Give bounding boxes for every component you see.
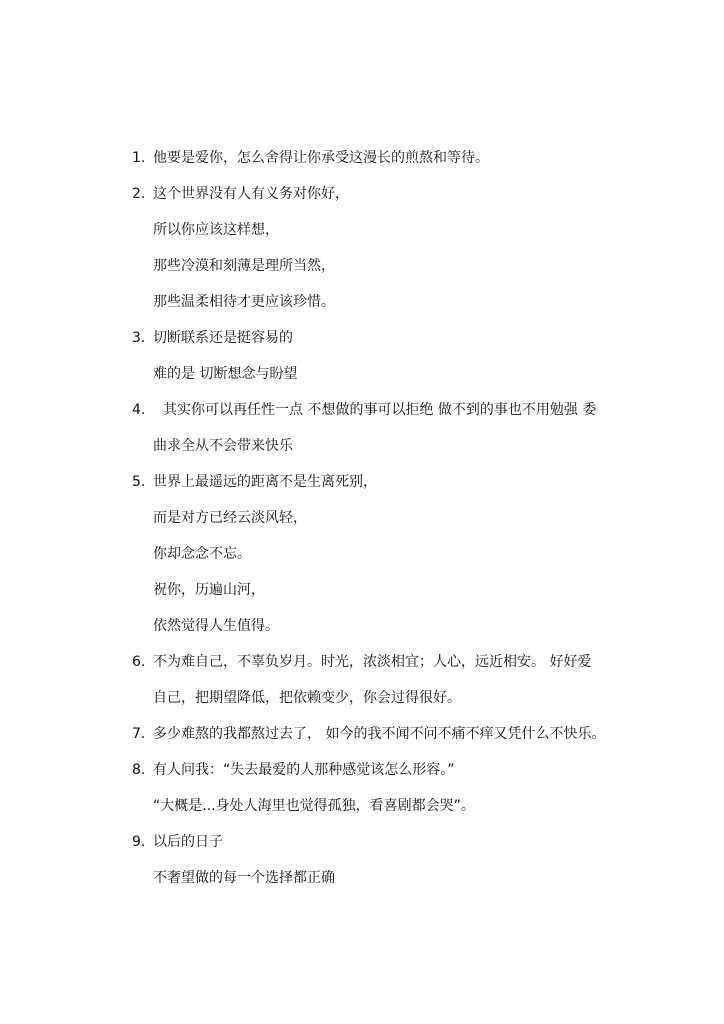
list-item-6 [132, 644, 632, 716]
list-item-3 [132, 320, 632, 392]
item-text [153, 752, 632, 824]
text-line: 其实你可以再任性一点 不想做的事可以拒绝 做不到的事也不用勉强 委 [163, 402, 597, 418]
text-line: 这个世界没有人有义务对你好， [153, 186, 349, 202]
item-number: 9. [132, 834, 146, 850]
text-line: 以后的日子 [153, 834, 223, 850]
text-line: 你却念念不忘。 [153, 546, 251, 562]
item-number: 6. [132, 654, 146, 670]
text-line: 自己，把期望降低，把依赖变少，你会过得很好。 [153, 690, 461, 706]
text-line: 不奢望做的每一个选择都正确 [153, 870, 335, 886]
list-item-1 [132, 140, 632, 176]
item-text [153, 320, 632, 392]
text-line: 而是对方已经云淡风轻， [153, 510, 307, 526]
item-number: 5. [132, 474, 146, 490]
item-number: 2. [132, 186, 146, 202]
item-text [153, 824, 632, 896]
quote-list [132, 140, 632, 896]
item-number: 4. [132, 402, 146, 418]
list-item-4 [132, 392, 632, 464]
text-line: 有人问我：“失去最爱的人那种感觉该怎么形容。” [153, 762, 455, 778]
text-line: 他要是爱你，怎么舍得让你承受这漫长的煎熬和等待。 [153, 150, 489, 166]
text-line: 那些冷漠和刻薄是理所当然， [153, 258, 335, 274]
item-text [153, 176, 632, 320]
text-line: 曲求全从不会带来快乐 [153, 438, 293, 454]
item-text [153, 140, 632, 176]
item-text [153, 464, 632, 644]
item-text [153, 644, 632, 716]
list-item-2 [132, 176, 632, 320]
text-line: 多少难熬的我都熬过去了， 如今的我不闻不问不痛不痒又凭什么不快乐。 [153, 726, 606, 742]
item-number: 1. [132, 150, 146, 166]
text-line: 难的是 切断想念与盼望 [153, 366, 298, 382]
list-item-7 [132, 716, 632, 752]
item-number: 7. [132, 726, 146, 742]
item-number: 3. [132, 330, 146, 346]
list-item-8 [132, 752, 632, 824]
text-line: 世界上最遥远的距离不是生离死别， [153, 474, 377, 490]
text-line: 不为难自己，不辜负岁月。时光，浓淡相宜；人心，远近相安。 好好爱 [153, 654, 592, 670]
text-line: 依然觉得人生值得。 [153, 618, 279, 634]
text-line: 切断联系还是挺容易的 [153, 330, 293, 346]
text-line: 那些温柔相待才更应该珍惜。 [153, 294, 335, 310]
list-item-5 [132, 464, 632, 644]
text-line: 祝你，历遍山河， [153, 582, 265, 598]
item-text [153, 392, 632, 464]
text-line: 所以你应该这样想， [153, 222, 279, 238]
item-text [153, 716, 632, 752]
list-item-9 [132, 824, 632, 896]
item-number: 8. [132, 762, 146, 778]
text-line: “大概是...身处人海里也觉得孤独，看喜剧都会哭”。 [153, 798, 475, 814]
